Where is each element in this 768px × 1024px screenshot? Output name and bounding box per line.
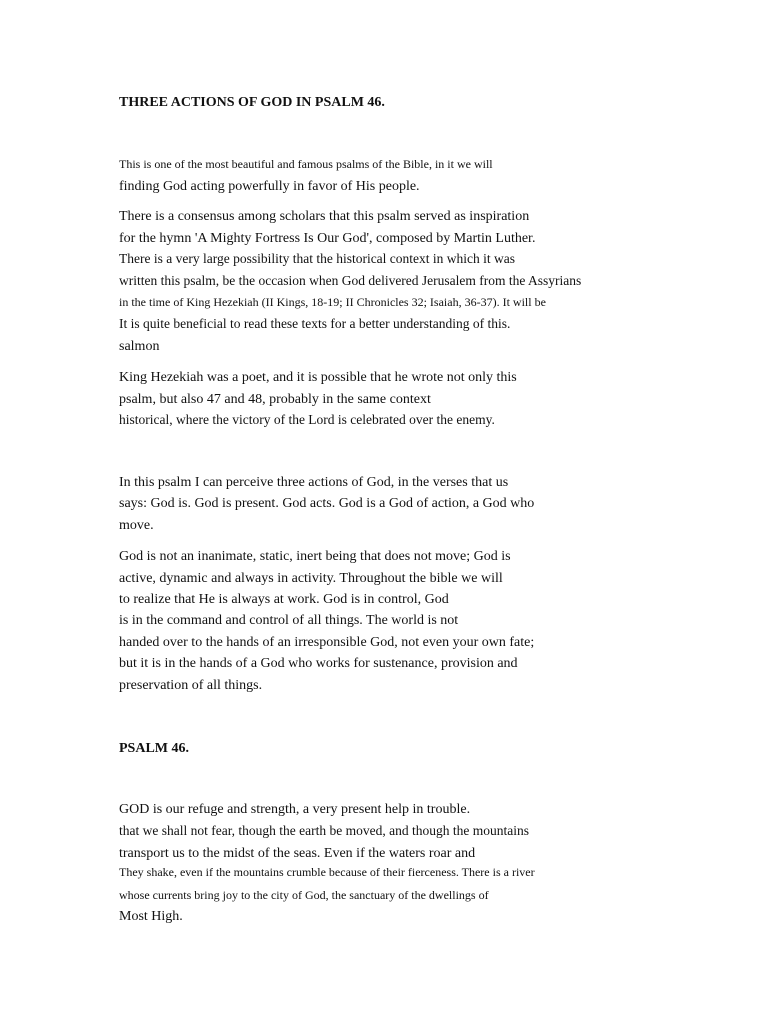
context-line-1: There is a consensus among scholars that this psalm served as inspiration bbox=[119, 209, 530, 224]
hezekiah-line-2: psalm, but also 47 and 48, probably in the same context bbox=[119, 392, 431, 407]
psalm-heading: PSALM 46. bbox=[119, 741, 189, 756]
god-active-line-5: handed over to the hands of an irresponsible God, not even your own fate; bbox=[119, 635, 535, 650]
psalm-line-1: GOD is our refuge and strength, a very present help in trouble. bbox=[119, 802, 471, 817]
psalm-line-3: transport us to the midst of the seas. Even if the waters roar and bbox=[119, 846, 476, 861]
intro-line-2: finding God acting powerfully in favor of His people. bbox=[119, 179, 420, 194]
context-line-4: written this psalm, be the occasion when God delivered Jerusalem from the Assyrians bbox=[119, 273, 582, 288]
god-active-line-4: is in the command and control of all things. The world is not bbox=[119, 613, 459, 628]
context-line-6: It is quite beneficial to read these texts for a better understanding of this. bbox=[119, 316, 511, 331]
psalm-line-4: They shake, even if the mountains crumble because of their fierceness. There is a river bbox=[119, 865, 535, 879]
psalm-line-6: Most High. bbox=[119, 909, 183, 924]
hezekiah-line-3: historical, where the victory of the Lord is celebrated over the enemy. bbox=[119, 412, 495, 427]
god-active-line-1: God is not an inanimate, static, inert being that does not move; God is bbox=[119, 549, 511, 564]
god-active-line-2: active, dynamic and always in activity. Throughout the bible we will bbox=[119, 571, 503, 586]
intro-line-1: This is one of the most beautiful and famous psalms of the Bible, in it we will bbox=[119, 157, 493, 171]
hezekiah-line-1: King Hezekiah was a poet, and it is possible that he wrote not only this bbox=[119, 370, 517, 385]
three-actions-line-3: move. bbox=[119, 518, 154, 533]
context-line-2: for the hymn 'A Mighty Fortress Is Our God', composed by Martin Luther. bbox=[119, 231, 536, 246]
context-line-7: salmon bbox=[119, 339, 160, 354]
god-active-line-7: preservation of all things. bbox=[119, 678, 263, 693]
god-active-line-6: but it is in the hands of a God who works for sustenance, provision and bbox=[119, 656, 518, 671]
psalm-line-5: whose currents bring joy to the city of God, the sanctuary of the dwellings of bbox=[119, 888, 489, 902]
context-line-5: in the time of King Hezekiah (II Kings, 18-19; II Chronicles 32; Isaiah, 36-37). It will be bbox=[119, 295, 546, 309]
document-title: THREE ACTIONS OF GOD IN PSALM 46. bbox=[119, 95, 385, 110]
three-actions-line-2: says: God is. God is present. God acts. God is a God of action, a God who bbox=[119, 496, 535, 511]
psalm-line-2: that we shall not fear, though the earth be moved, and though the mountains bbox=[119, 823, 529, 838]
god-active-line-3: to realize that He is always at work. God is in control, God bbox=[119, 592, 449, 607]
context-line-3: There is a very large possibility that the historical context in which it was bbox=[119, 251, 516, 266]
three-actions-line-1: In this psalm I can perceive three actions of God, in the verses that us bbox=[119, 475, 509, 490]
